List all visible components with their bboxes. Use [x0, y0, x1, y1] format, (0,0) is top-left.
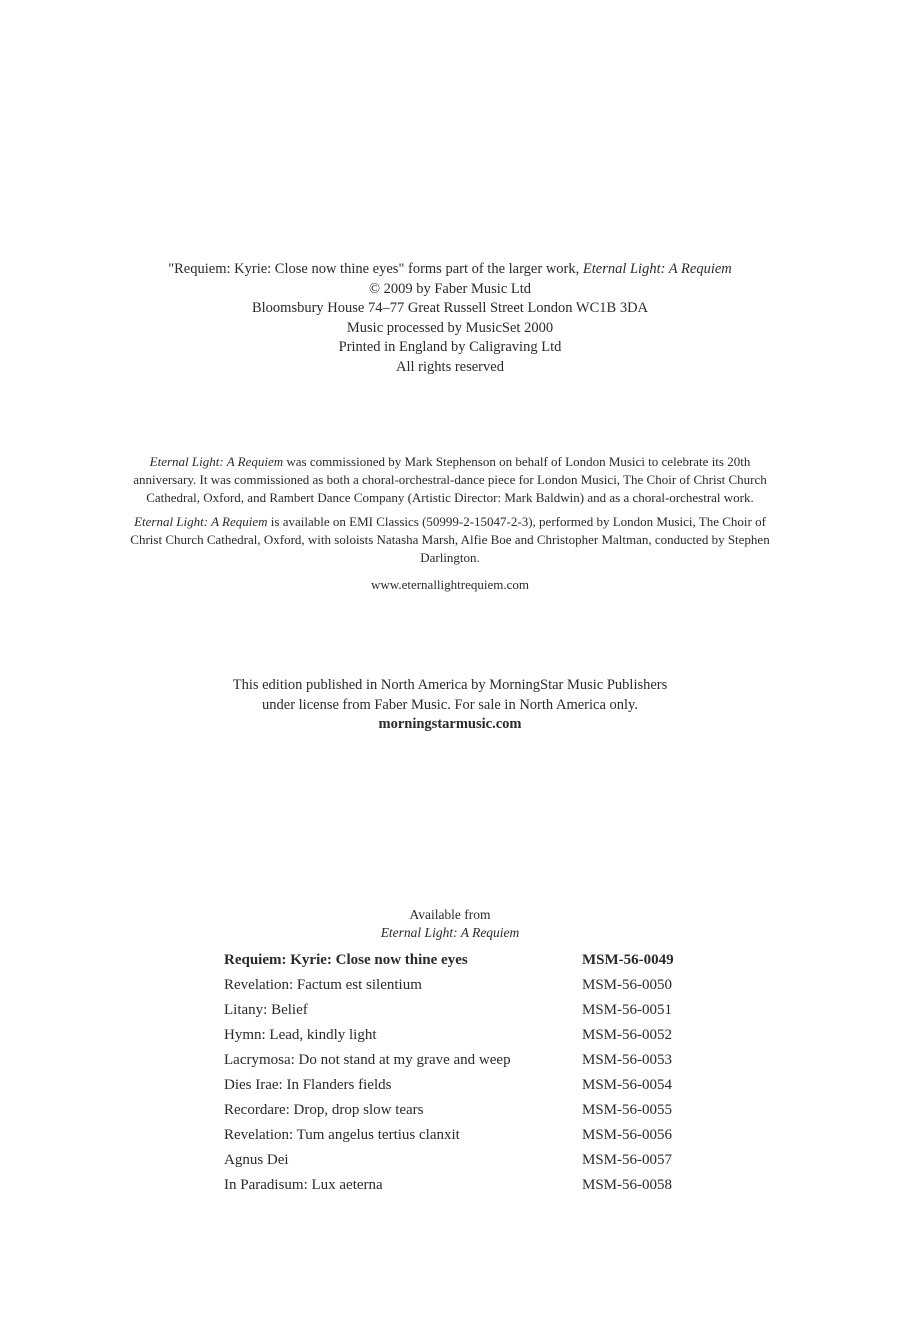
catalog-item-name: Revelation: Tum angelus tertius clanxit [224, 1127, 460, 1143]
recording-work-title: Eternal Light: A Requiem [134, 514, 268, 530]
commission-block [118, 453, 782, 594]
na-edition-line-1: This edition published in North America by MorningStar Music Publishers [232, 677, 668, 693]
available-heading: Available from [409, 907, 491, 922]
catalog-item-name: Lacrymosa: Do not stand at my grave and weep [224, 1052, 511, 1068]
catalog-row [224, 1173, 676, 1198]
catalog-item-name: Agnus Dei [224, 1152, 289, 1168]
catalog-item-name: Hymn: Lead, kindly light [224, 1027, 377, 1043]
catalog-row [224, 973, 676, 998]
catalog-item-code: MSM-56-0049 [582, 952, 674, 968]
commission-work-title: Eternal Light: A Requiem [149, 454, 284, 469]
catalog-item-code: MSM-56-0051 [582, 1002, 673, 1018]
catalog-item-code: MSM-56-0052 [582, 1027, 673, 1043]
commission-paragraph: Eternal Light: A Requiem was commissioned by Mark Stephenson on behalf of London Musici to celebrate its 20th anniversary. It was commissioned as both a choral-orchestral-dance piece for London Musici, The Choir of Christ Church Cathedral, Oxford, and Rambert Dance Company (Artistic Director: Mark Baldwin) and as a choral-orchestral work. [133, 454, 767, 505]
catalog-row [224, 1123, 676, 1148]
catalog-item-name: Recordare: Drop, drop slow tears [224, 1102, 424, 1118]
catalog-row [224, 1098, 676, 1123]
catalog-item-code: MSM-56-0050 [582, 977, 673, 993]
na-edition-line-2: under license from Faber Music. For sale in North America only. [262, 696, 638, 713]
catalog-item-name: Revelation: Factum est silentium [224, 977, 422, 993]
printer-credit: Printed in England by Caligraving Ltd [338, 339, 562, 356]
catalog-row [224, 1048, 676, 1073]
morningstar-website[interactable]: morningstarmusic.com [378, 716, 522, 733]
catalog-item-code: MSM-56-0057 [582, 1152, 673, 1168]
catalog-item-name: Requiem: Kyrie: Close now thine eyes [224, 952, 468, 968]
available-from-heading [0, 906, 900, 942]
catalog-list [224, 948, 676, 1198]
copyright-block [0, 260, 900, 378]
catalog-item-code: MSM-56-0054 [582, 1077, 673, 1093]
catalog-row [224, 948, 676, 973]
catalog-row [224, 998, 676, 1023]
copyright-line-1: "Requiem: Kyrie: Close now thine eyes" forms part of the larger work, Eternal Light: A Requiem [168, 261, 732, 277]
north-america-edition-block [0, 676, 900, 735]
catalog-row [224, 1148, 676, 1173]
rights-notice: All rights reserved [396, 358, 504, 375]
catalog-item-code: MSM-56-0053 [582, 1052, 673, 1068]
catalog-row [224, 1073, 676, 1098]
available-work-title: Eternal Light: A Requiem [380, 925, 520, 940]
catalog-item-code: MSM-56-0055 [582, 1102, 673, 1118]
work-title: Eternal Light: A Requiem [582, 261, 732, 277]
music-processing-credit: Music processed by MusicSet 2000 [346, 319, 554, 336]
catalog-item-code: MSM-56-0056 [582, 1127, 673, 1143]
catalog-item-name: Dies Irae: In Flanders fields [224, 1077, 392, 1093]
catalog-item-name: Litany: Belief [224, 1002, 308, 1018]
publisher-address: Bloomsbury House 74–77 Great Russell Street London WC1B 3DA [251, 300, 649, 317]
catalog-item-code: MSM-56-0058 [582, 1177, 673, 1193]
catalog-item-name: In Paradisum: Lux aeterna [224, 1177, 383, 1193]
catalog-row [224, 1023, 676, 1048]
copyright-notice: © 2009 by Faber Music Ltd [368, 280, 532, 297]
requiem-website[interactable]: www.eternallightrequiem.com [371, 576, 529, 592]
recording-paragraph: Eternal Light: A Requiem is available on EMI Classics (50999-2-15047-2-3), performed by London Musici, The Choir of Christ Church Cathedral, Oxford, with soloists Natasha Marsh, Alfie Boe and Christopher Maltman, conducted by Stephen Darlington. [130, 514, 770, 565]
